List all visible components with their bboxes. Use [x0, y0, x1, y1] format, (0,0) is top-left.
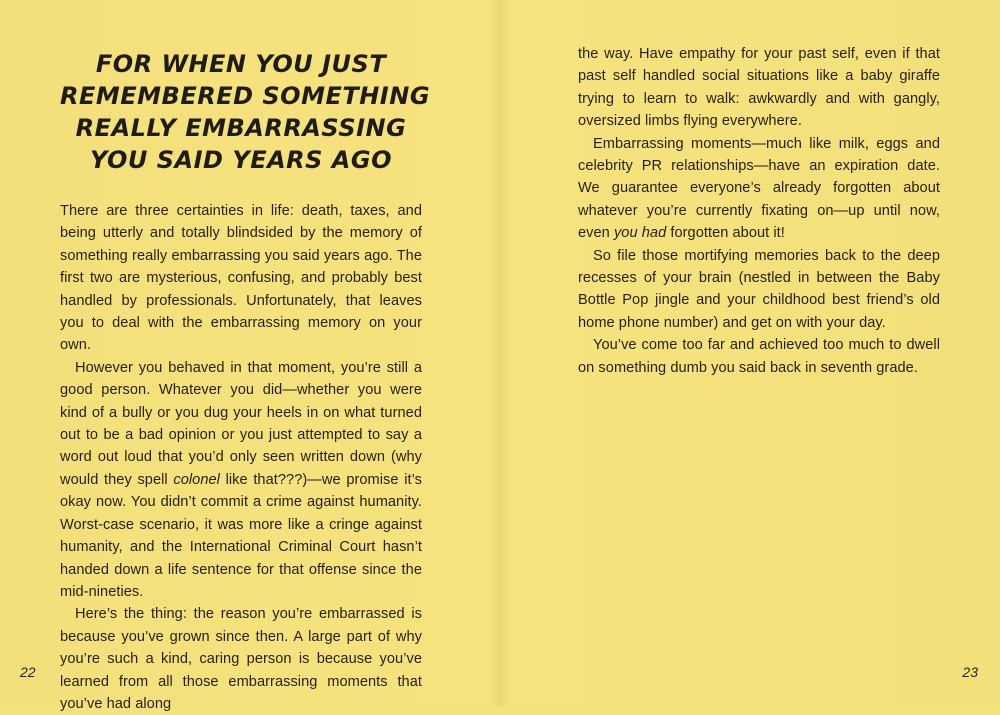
- paragraph: the way. Have empathy for your past self, even if that past self handled social situations like a baby giraffe trying to learn to walk: awkwardly and with gangly, oversized limbs flying everywhere.: [578, 46, 940, 130]
- paragraph: Here’s the thing: the reason you’re embarrassed is because you’ve grown since then. A large part of why you’re such a kind, caring person is because you’ve learned from all those embarrassing moments that you’ve had along: [60, 606, 422, 712]
- right-body-text: [578, 43, 940, 379]
- right-page: [500, 0, 1000, 706]
- paragraph: There are three certainties in life: death, taxes, and being utterly and totally blindsided by the memory of something really embarrassing you said years ago. The first two are mysterious, confusing, and probably best handled by professionals. Unfortunately, that leaves you to deal with the embarrassing memory on your own.: [60, 203, 422, 354]
- chapter-title: [60, 48, 431, 176]
- title-line: REALLY EMBARRASSING: [75, 114, 407, 142]
- title-line: FOR WHEN YOU JUST: [95, 50, 387, 78]
- emphasis: you had: [613, 225, 667, 242]
- paragraph: However you behaved in that moment, you’re still a good person. Whatever you did—whether you were kind of a bully or you dug your heels in on what turned out to be a bad opinion or you just attempted to say a word out loud that you’d only seen written down (why would they spell colonel like that???)—we promise it’s okay now. You didn’t commit a crime against humanity. Worst-case scenario, it was more like a cringe against humanity, and the International Criminal Court hasn’t handed down a life sentence for that offense since the mid-nineties.: [60, 359, 422, 600]
- left-page: [0, 0, 500, 712]
- emphasis: colonel: [173, 471, 220, 488]
- title-line: YOU SAID YEARS AGO: [90, 146, 392, 174]
- paragraph: Embarrassing moments—much like milk, eggs and celebrity PR relationships—have an expiration date. We guarantee everyone’s already forgotten about whatever you’re currently fixating on—up until now, even you had forgotten about it!: [578, 135, 940, 242]
- page-number-left: 22: [20, 664, 36, 680]
- title-line: REMEMBERED SOMETHING: [60, 82, 431, 110]
- paragraph: So file those mortifying memories back to the deep recesses of your brain (nestled in between the Baby Bottle Pop jingle and your childhood best friend’s old home phone number) and get on with your day.: [578, 247, 940, 331]
- left-body-text: [60, 200, 422, 715]
- paragraph: You’ve come too far and achieved too much to dwell on something dumb you said back in seventh grade.: [578, 337, 940, 376]
- page-number-right: 23: [962, 664, 978, 680]
